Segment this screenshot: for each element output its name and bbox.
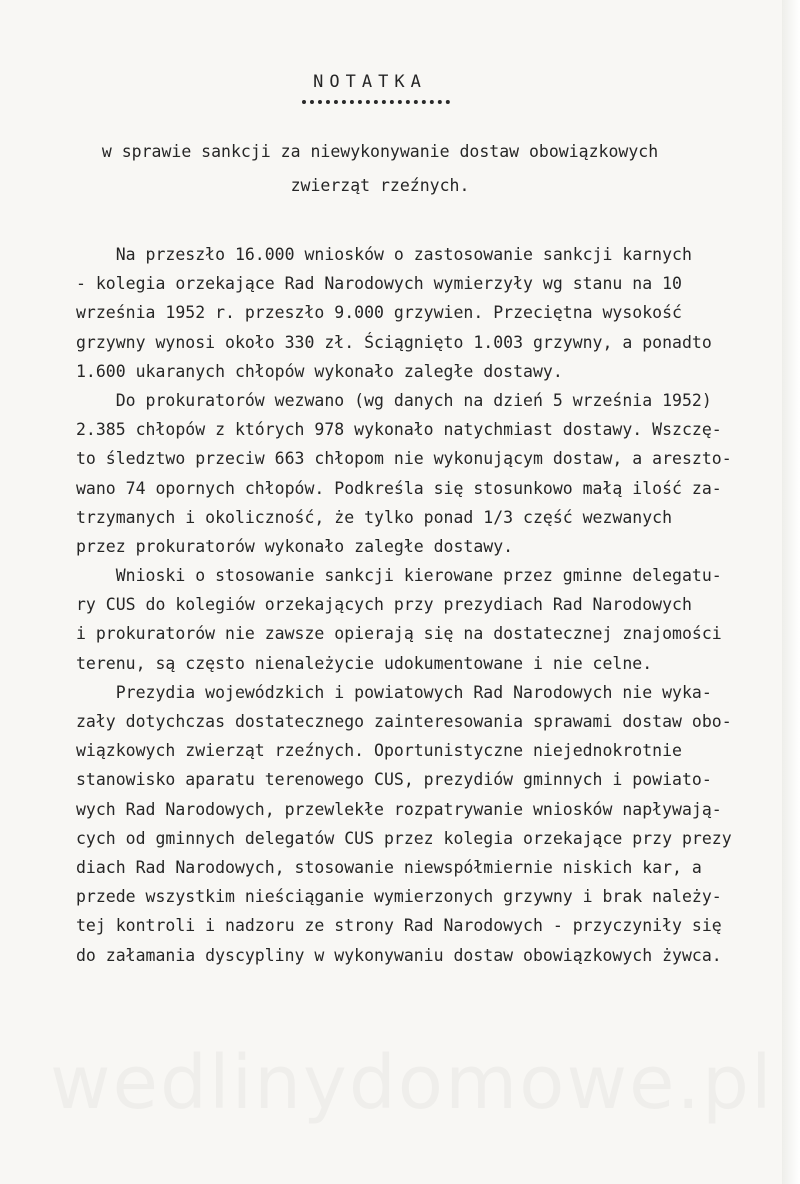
page-edge <box>782 0 800 1184</box>
body-line: Do prokuratorów wezwano (wg danych na dzień 5 września 1952) <box>76 390 712 410</box>
subtitle-line: zwierząt rzeźnych. <box>290 176 470 195</box>
subtitle-line: w sprawie sankcji za niewykonywanie dostaw obowiązkowych <box>101 142 659 161</box>
body-line: wiązkowych zwierząt rzeźnych. Oportunistyczne niejednokrotnie <box>76 741 682 761</box>
body-line: i prokuratorów nie zawsze opierają się na dostatecznej znajomości <box>76 624 722 644</box>
body-line: terenu, są często nienależycie udokumentowane i nie celne. <box>76 653 653 673</box>
body-line: trzymanych i okoliczność, że tylko ponad 1/3 część wezwanych <box>76 507 673 527</box>
body-line: grzywny wynosi około 330 zł. Ściągnięto 1.003 grzywny, a ponadto <box>76 332 712 352</box>
body-line: 2.385 chłopów z których 978 wykonało natychmiast dostawy. Wszczę- <box>76 420 722 440</box>
document-title: NOTATKA <box>313 72 427 92</box>
body-line: Prezydia wojewódzkich i powiatowych Rad Narodowych nie wyka- <box>76 682 712 702</box>
body-line: tej kontroli i nadzoru ze strony Rad Narodowych - przyczyniły się <box>76 916 722 936</box>
body-line: do załamania dyscypliny w wykonywaniu dostaw obowiązkowych żywca. <box>76 945 722 965</box>
title-underline <box>302 100 450 104</box>
body-line: - kolegia orzekające Rad Narodowych wymierzyły wg stanu na 10 <box>76 274 682 294</box>
body-line: stanowisko aparatu terenowego CUS, prezydiów gminnych i powiato- <box>76 770 712 790</box>
watermark <box>50 1040 750 1126</box>
body-line: 1.600 ukaranych chłopów wykonało zaległe dostawy. <box>76 361 563 381</box>
body-line: przede wszystkim nieściąganie wymierzonych grzywny i brak należy- <box>76 887 722 907</box>
body-line: Wnioski o stosowanie sankcji kierowane przez gminne delegatu- <box>76 566 722 586</box>
body-line: przez prokuratorów wykonało zaległe dostawy. <box>76 536 514 556</box>
body-line: to śledztwo przeciw 663 chłopom nie wykonującym dostaw, a areszto- <box>76 449 732 469</box>
document-body <box>76 240 784 970</box>
body-line: wych Rad Narodowych, przewlekłe rozpatrywanie wniosków napływają- <box>76 799 722 819</box>
body-line: września 1952 r. przeszło 9.000 grzywien. Przeciętna wysokość <box>76 303 682 323</box>
body-line: cych od gminnych delegatów CUS przez kolegia orzekające przy prezy <box>76 828 732 848</box>
body-line: zały dotychczas dostatecznego zainteresowania sprawami dostaw obo- <box>76 712 732 731</box>
body-line: Na przeszło 16.000 wniosków o zastosowanie sankcji karnych <box>76 245 692 264</box>
body-line: wano 74 opornych chłopów. Podkreśla się stosunkowo małą ilość za- <box>76 478 722 498</box>
body-line: diach Rad Narodowych, stosowanie niewspółmiernie niskich kar, a <box>76 857 702 877</box>
body-line: ry CUS do kolegiów orzekających przy prezydiach Rad Narodowych <box>76 595 692 615</box>
